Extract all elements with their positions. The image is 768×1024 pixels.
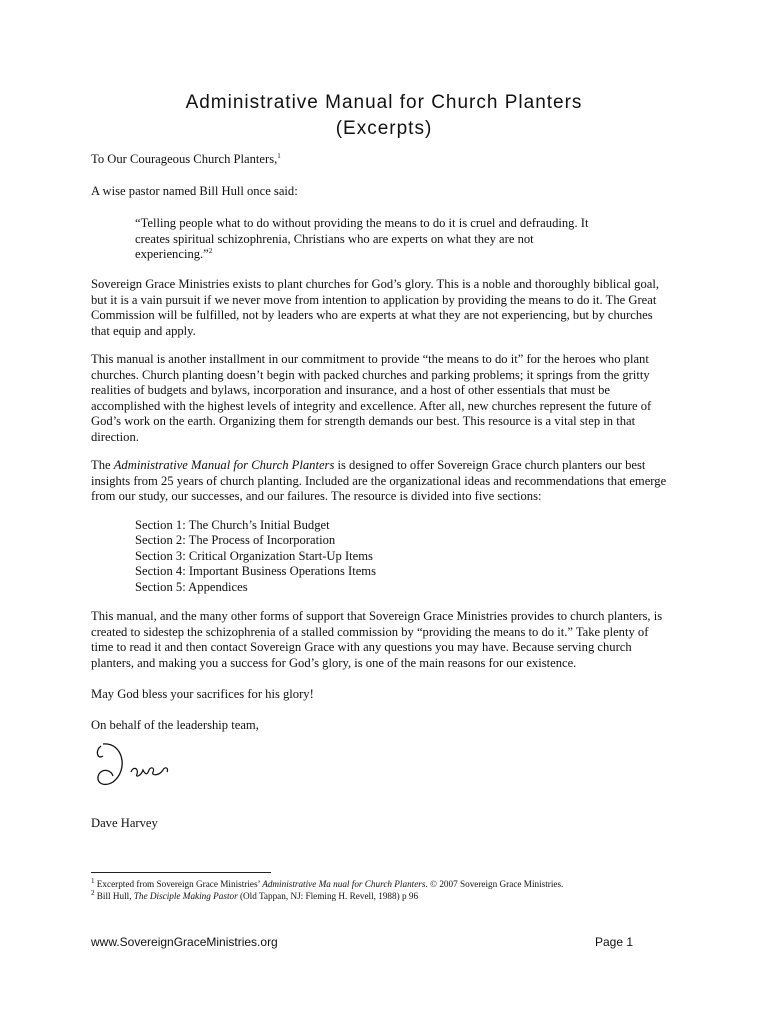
document-title: Administrative Manual for Church Planters (185, 92, 583, 113)
blessing-line: May God bless your sacrifices for his glory! (91, 687, 314, 701)
footnote-2: $^2$ Bill Hull, The Disciple Making Pastor (Old Tappan, NJ: Fleming H. Revell, 1988) p 96 (91, 888, 419, 901)
footnote-1: $^1$ Excerpted from Sovereign Grace Ministries’ Administrative Ma nual for Church Planters. © 2007 Sovereign Grace Ministries. (91, 876, 564, 889)
section-list (135, 518, 376, 595)
paragraph-manual: This manual is another installment in our commitment to provide “the means to do it” for the heroes who plant churches. Church planting doesn’t begin with packed churches and parking problems; it springs from the gritty realities of budgets and bylaws, incorporation and insurance, and a host of other essentials that must be accomplished with the highest levels of integrity and excellence. After all, new churches represent the future of God’s work on the earth. Organizing them for strength demands our best. This resource is a vital step in that direction. (91, 352, 652, 444)
block-quote: “Telling people what to do without providing the means to do it is cruel and defrauding. It creates spiritual schizophrenia, Christians who are experts on what they are not experiencing.”$^2$ (135, 216, 589, 261)
intro-paragraph: A wise pastor named Bill Hull once said: (91, 184, 298, 198)
manual-title-italic: Administrative Manual for Church Planters (113, 458, 335, 472)
paragraph-support: This manual, and the many other forms of support that Sovereign Grace Ministries provides to church planters, is created to sidestep the schizophrenia of a stalled commission by “providing the means to do it.” Take plenty of time to read it and then contact Sovereign Grace with any questions you may have. Because serving church planters, and making you a success for God’s glory, is one of the main reasons for our existence. (91, 609, 663, 670)
section-item: Section 3: Critical Organization Start-Up Items (135, 548, 373, 563)
section-item: Section 5: Appendices (135, 579, 248, 594)
footnote-ref-1: 1 (277, 151, 281, 160)
paragraph-mission: Sovereign Grace Ministries exists to plant churches for God’s glory. This is a noble and thoroughly biblical goal, but it is a vain pursuit if we never move from intention to application by providing the means to do it. The Great Commission will be fulfilled, not by leaders who are experts at what they are not experiencing, but by churches that equip and apply. (91, 277, 660, 338)
section-item: Section 1: The Church’s Initial Budget (135, 518, 330, 532)
section-item: Section 2: The Process of Incorporation (135, 533, 336, 548)
footer-page-number: Page 1 (595, 935, 634, 949)
footer-url: www.SovereignGraceMinistries.org (91, 935, 278, 949)
salutation: To Our Courageous Church Planters,$^1$ (91, 151, 281, 166)
signature-image (93, 740, 183, 790)
section-item: Section 4: Important Business Operations Items (135, 564, 376, 579)
footnote-divider (91, 872, 271, 873)
footnote-ref-2: 2 (208, 246, 213, 255)
closing-line: On behalf of the leadership team, (91, 718, 259, 732)
paragraph-overview: The Administrative Manual for Church Planters is designed to offer Sovereign Grace church planters our best insights from 25 years of church planting. Included are the organizational ideas and recommendations that emerge from our study, our successes, and our failures. The resource is divided into five sections: (91, 458, 667, 503)
signer-name: Dave Harvey (91, 816, 158, 830)
document-subtitle: (Excerpts) (335, 118, 433, 139)
